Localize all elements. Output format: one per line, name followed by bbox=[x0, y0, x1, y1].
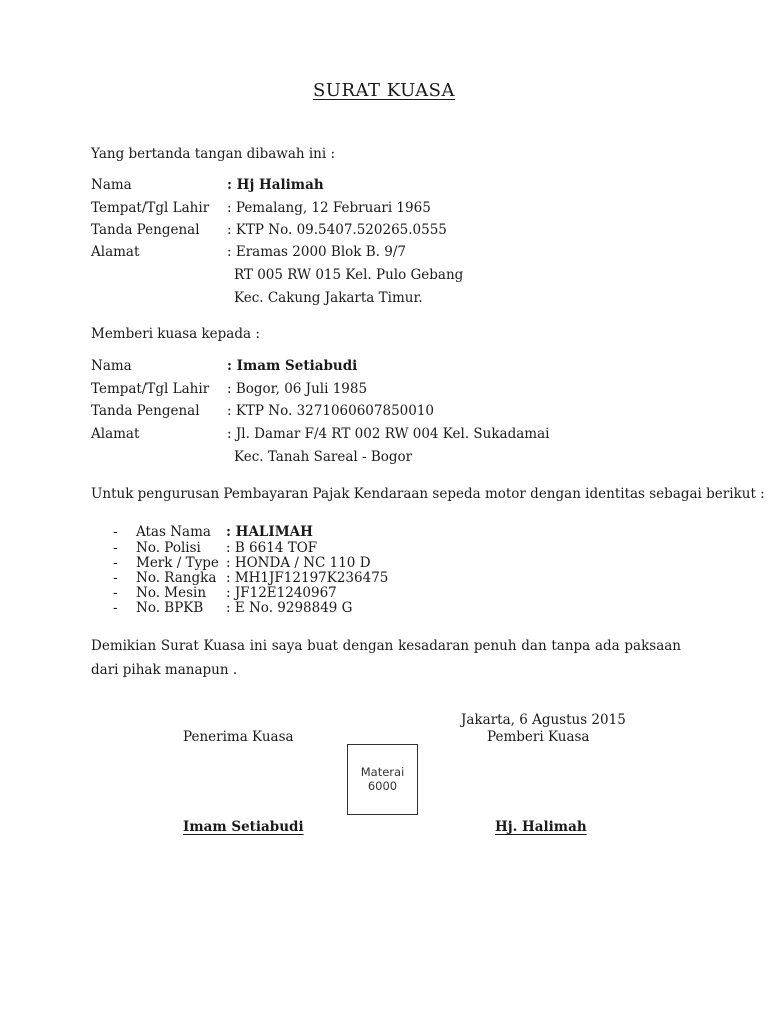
closing-text: Demikian Surat Kuasa ini saya buat dengan kesadaran penuh dan tanpa ada paksaan dari pihak manapun . bbox=[91, 638, 681, 678]
vehicle-dash: - bbox=[113, 600, 118, 616]
grantor-address-line3-text: Kec. Cakung Jakarta Timur. bbox=[234, 290, 423, 306]
vehicle-value: : HONDA / NC 110 D bbox=[226, 555, 371, 571]
grant-intro-text: Memberi kuasa kepada : bbox=[91, 326, 260, 342]
purpose-text: Untuk pengurusan Pembayaran Pajak Kendaraan sepeda motor dengan identitas sebagai berikut : bbox=[91, 486, 765, 502]
vehicle-dash: - bbox=[113, 585, 118, 601]
vehicle-dash: - bbox=[113, 570, 118, 586]
giver-name: Hj. Halimah bbox=[495, 819, 587, 835]
grantor-address-value: : Eramas 2000 Blok B. 9/7 bbox=[227, 244, 406, 260]
grantor-address-label: Alamat bbox=[91, 244, 140, 260]
grantee-name-label: Nama bbox=[91, 358, 132, 374]
place-date: Jakarta, 6 Agustus 2015 bbox=[461, 712, 626, 728]
grantor-address-line2-text: RT 005 RW 015 Kel. Pulo Gebang bbox=[234, 267, 464, 283]
stamp-line1: Materai bbox=[360, 765, 405, 779]
vehicle-value: : B 6614 TOF bbox=[226, 540, 318, 556]
vehicle-label: Merk / Type bbox=[136, 555, 219, 571]
vehicle-value: : E No. 9298849 G bbox=[226, 600, 353, 616]
grantee-name-value: : Imam Setiabudi bbox=[227, 358, 358, 374]
grantor-name-label: Nama bbox=[91, 177, 132, 193]
vehicle-label: No. Rangka bbox=[136, 570, 217, 586]
grantor-birth-value: : Pemalang, 12 Februari 1965 bbox=[227, 200, 431, 216]
grantee-address-value: : Jl. Damar F/4 RT 002 RW 004 Kel. Sukadamai bbox=[227, 426, 550, 442]
vehicle-value: : JF12E1240967 bbox=[226, 585, 337, 601]
grantee-birth-label: Tempat/Tgl Lahir bbox=[91, 381, 210, 397]
receiver-name: Imam Setiabudi bbox=[183, 819, 304, 835]
grantee-id-value: : KTP No. 3271060607850010 bbox=[227, 403, 435, 419]
vehicle-label: Atas Nama bbox=[136, 524, 211, 540]
vehicle-dash: - bbox=[113, 524, 118, 540]
grantee-address-line2-text: Kec. Tanah Sareal - Bogor bbox=[234, 449, 413, 465]
grantor-id-label: Tanda Pengenal bbox=[91, 222, 200, 238]
document-title: SURAT KUASA bbox=[312, 80, 456, 101]
intro-text: Yang bertanda tangan dibawah ini : bbox=[91, 146, 336, 162]
grantor-birth-label: Tempat/Tgl Lahir bbox=[91, 200, 210, 216]
grantor-id-value: : KTP No. 09.5407.520265.0555 bbox=[227, 222, 447, 238]
giver-label: Pemberi Kuasa bbox=[487, 729, 590, 745]
vehicle-dash: - bbox=[113, 540, 118, 556]
receiver-label: Penerima Kuasa bbox=[183, 729, 294, 745]
grantee-address-label: Alamat bbox=[91, 426, 140, 442]
grantor-name-value: : Hj Halimah bbox=[227, 177, 324, 193]
stamp-line2: 6000 bbox=[367, 779, 398, 793]
vehicle-label: No. BPKB bbox=[136, 600, 204, 616]
vehicle-value: : HALIMAH bbox=[226, 524, 313, 540]
vehicle-dash: - bbox=[113, 555, 118, 571]
vehicle-label: No. Mesin bbox=[136, 585, 207, 601]
grantee-birth-value: : Bogor, 06 Juli 1985 bbox=[227, 381, 368, 397]
materai-stamp bbox=[347, 744, 418, 815]
vehicle-value: : MH1JF12197K236475 bbox=[226, 570, 389, 586]
vehicle-label: No. Polisi bbox=[136, 540, 201, 556]
grantee-id-label: Tanda Pengenal bbox=[91, 403, 200, 419]
